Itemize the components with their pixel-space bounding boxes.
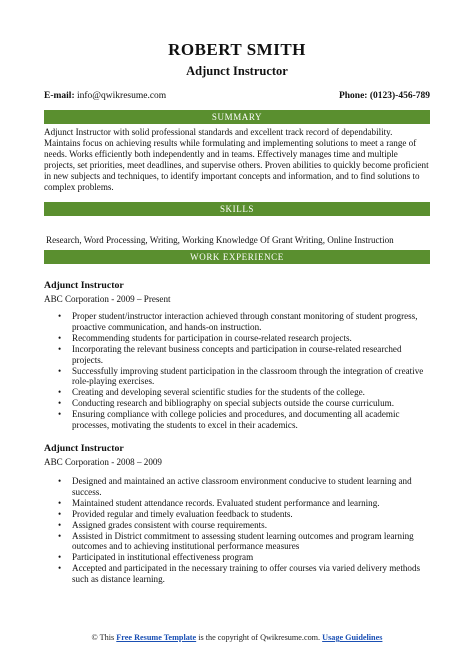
list-item: • Accepted and participated in the necessary training to offer courses via varied delivery methods such as distance learning. bbox=[44, 563, 430, 585]
job2-bullet-list bbox=[44, 476, 430, 585]
job2-title: Adjunct Instructor bbox=[44, 443, 124, 454]
list-item: • Assigned grades consistent with course requirements. bbox=[44, 520, 430, 531]
list-item: • Incorporating the relevant business concepts and participation in course-related researched projects. bbox=[44, 344, 430, 366]
list-item: • Designed and maintained an active classroom environment conducive to student learning and success. bbox=[44, 476, 430, 498]
list-item: • Proper student/instructor interaction achieved through constant monitoring of student progress, proactive communication, and hands-on instruction. bbox=[44, 311, 430, 333]
skills-text: Research, Word Processing, Writing, Working Knowledge Of Grant Writing, Online Instruction bbox=[46, 235, 394, 245]
list-item: • Provided regular and timely evaluation feedback to students. bbox=[44, 509, 430, 520]
contact-line bbox=[44, 91, 430, 105]
job2-company: ABC Corporation - 2008 – 2009 bbox=[44, 457, 162, 467]
list-item: • Maintained student attendance records. Evaluated student performance and learning. bbox=[44, 498, 430, 509]
footer-middle: is the copyright of Qwikresume.com. bbox=[198, 633, 321, 642]
candidate-name: ROBERT SMITH bbox=[168, 40, 306, 59]
free-resume-template-link[interactable]: Free Resume Template bbox=[116, 633, 197, 642]
phone-label: Phone: bbox=[338, 91, 368, 101]
email-label: E-mail: bbox=[44, 91, 75, 101]
list-item: • Ensuring compliance with college policies and procedures, and documenting all academic processes, motivating the students to excel in their academics. bbox=[44, 409, 430, 431]
usage-guidelines-link[interactable]: Usage Guidelines bbox=[322, 633, 383, 642]
summary-section-header: SUMMARY bbox=[44, 110, 430, 124]
phone-value: (0123)-456-789 bbox=[369, 91, 430, 101]
job-title-heading: Adjunct Instructor bbox=[186, 64, 288, 78]
email-value: info@qwikresume.com bbox=[76, 91, 167, 101]
job1-title: Adjunct Instructor bbox=[44, 280, 124, 291]
summary-text: Adjunct Instructor with solid professional standards and excellent track record of dependability. Maintains focus on achieving results while formulating and implementing solutions to meet a range of needs. Works efficiently both independently and in teams. Effectively manages time and multiple projects, set priorities, meet deadlines, and supervise others. Proven abilities to quickly become proficient in new subjects and techniques, to identify important concepts and information, and to find solutions to complex problems. bbox=[44, 127, 429, 192]
experience-section-header: WORK EXPERIENCE bbox=[44, 250, 430, 264]
job1-company: ABC Corporation - 2009 – Present bbox=[44, 294, 171, 304]
list-item: • Participated in institutional effectiveness program bbox=[44, 552, 430, 563]
copyright-footer bbox=[0, 633, 474, 642]
list-item: • Recommending students for participation in course-related research projects. bbox=[44, 333, 430, 344]
list-item: • Successfully improving student participation in the classroom through the integration of creative role-playing exercises. bbox=[44, 366, 430, 388]
list-item: • Creating and developing several scientific studies for the students of the college. bbox=[44, 387, 430, 398]
list-item: • Conducting research and bibliography on special subjects outside the course curriculum. bbox=[44, 398, 430, 409]
email-block bbox=[44, 91, 166, 101]
skills-section-header: SKILLS bbox=[44, 202, 430, 216]
job1-bullet-list bbox=[44, 311, 430, 431]
phone-block bbox=[339, 91, 430, 101]
list-item: • Assisted in District commitment to assessing student learning outcomes and program learning outcomes and to achieving institutional performance measures bbox=[44, 531, 430, 553]
footer-prefix: © This bbox=[91, 633, 115, 642]
